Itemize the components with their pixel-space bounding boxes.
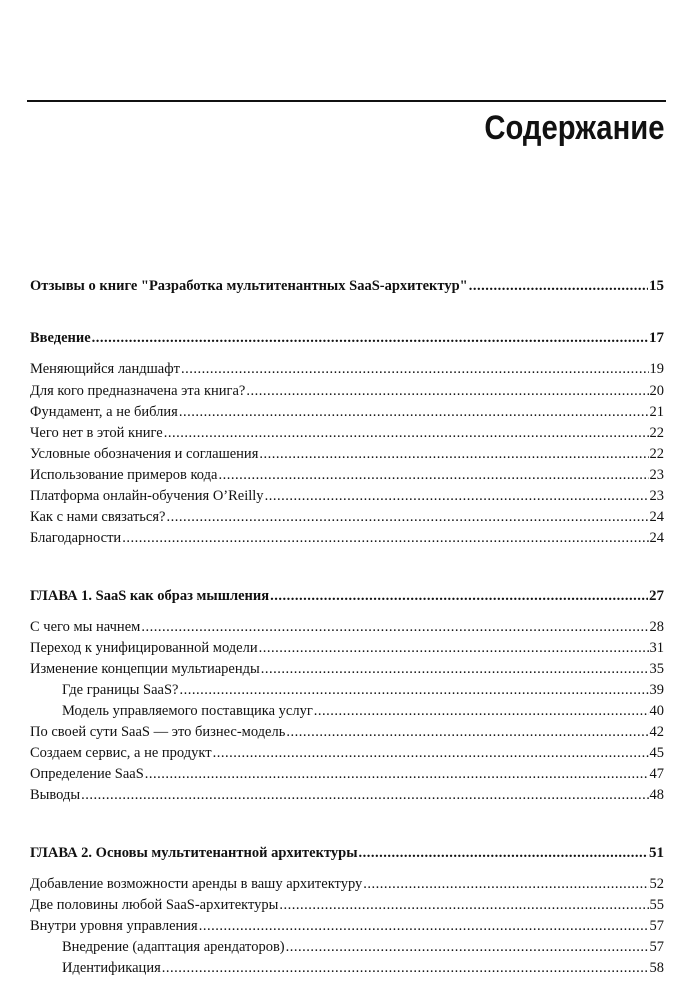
toc-entry[interactable]	[30, 423, 664, 443]
toc-entry-title: Внутри уровня управления	[30, 918, 198, 934]
leader-dots	[259, 444, 648, 464]
leader-dots	[179, 680, 648, 700]
toc-entry-title: Условные обозначения и соглашения	[30, 446, 259, 462]
toc-entry-page: 57	[649, 939, 664, 955]
toc-entry-page: 57	[649, 918, 664, 934]
toc-entry-page: 27	[649, 588, 664, 604]
toc-entry-page: 39	[649, 682, 664, 698]
toc-entry[interactable]	[30, 743, 664, 763]
toc-entry[interactable]	[30, 276, 664, 296]
toc-entry[interactable]	[30, 874, 664, 894]
toc-entry-page: 24	[649, 530, 664, 546]
leader-dots	[81, 785, 648, 805]
leader-dots	[286, 722, 648, 742]
toc-entry-subsection[interactable]	[62, 937, 664, 957]
leader-dots	[164, 423, 649, 443]
toc-entry-page: 35	[649, 661, 664, 677]
toc-entry-page: 31	[649, 640, 664, 656]
toc-entry-title: Переход к унифицированной модели	[30, 640, 258, 656]
toc-entry-page: 15	[649, 278, 664, 294]
toc-entry-title: Выводы	[30, 787, 81, 803]
toc-entry-page: 23	[649, 488, 664, 504]
toc-entry-page: 51	[649, 845, 664, 861]
toc-entry[interactable]	[30, 785, 664, 805]
leader-dots	[286, 937, 649, 957]
leader-dots	[363, 874, 648, 894]
toc-entry-title: ГЛАВА 1. SaaS как образ мышления	[30, 588, 270, 604]
toc-entry[interactable]	[30, 528, 664, 548]
toc-entry-subsection[interactable]	[62, 701, 664, 721]
toc-entry-title: По своей сути SaaS — это бизнес-модель	[30, 724, 286, 740]
leader-dots	[218, 465, 648, 485]
toc-entry-title: Чего нет в этой книге	[30, 425, 163, 441]
toc-entry-title: Для кого предназначена эта книга?	[30, 383, 246, 399]
toc-entry-title: Использование примеров кода	[30, 467, 218, 483]
toc-entry[interactable]	[30, 638, 664, 658]
toc-entry-page: 55	[649, 897, 664, 913]
toc-entry-title: Введение	[30, 330, 91, 346]
page-title: Содержание	[483, 109, 664, 147]
toc-entry[interactable]	[30, 617, 664, 637]
toc-entry[interactable]	[30, 328, 664, 348]
leader-dots	[162, 958, 649, 978]
leader-dots	[179, 402, 649, 422]
toc-entry-subsection[interactable]	[62, 958, 664, 978]
leader-dots	[246, 381, 648, 401]
toc-entry-title: Внедрение (адаптация арендаторов)	[62, 939, 285, 955]
leader-dots	[141, 617, 648, 637]
leader-dots	[469, 276, 648, 296]
toc-entry[interactable]	[30, 402, 664, 422]
toc-entry-title: Определение SaaS	[30, 766, 144, 782]
toc-entry[interactable]	[30, 444, 664, 464]
toc-entry-title: Модель управляемого поставщика услуг	[62, 703, 313, 719]
toc-entry-page: 47	[649, 766, 664, 782]
toc-entry-page: 48	[649, 787, 664, 803]
leader-dots	[213, 743, 649, 763]
leader-dots	[314, 701, 649, 721]
leader-dots	[261, 659, 649, 679]
leader-dots	[270, 586, 648, 606]
toc-entry[interactable]	[30, 486, 664, 506]
leader-dots	[259, 638, 649, 658]
toc-entry[interactable]	[30, 843, 664, 863]
leader-dots	[279, 895, 648, 915]
toc-entry-title: Изменение концепции мультиаренды	[30, 661, 260, 677]
toc-entry-page: 40	[649, 703, 664, 719]
toc-entry-page: 23	[649, 467, 664, 483]
toc-entry-title: Две половины любой SaaS-архитектуры	[30, 897, 279, 913]
toc-entry[interactable]	[30, 586, 664, 606]
leader-dots	[145, 764, 649, 784]
leader-dots	[359, 843, 648, 863]
toc-entry[interactable]	[30, 507, 664, 527]
toc-entry-title: Добавление возможности аренды в вашу архитектуру	[30, 876, 363, 892]
toc-entry-page: 21	[649, 404, 664, 420]
leader-dots	[265, 486, 649, 506]
toc-entry[interactable]	[30, 916, 664, 936]
toc-entry[interactable]	[30, 722, 664, 742]
toc-entry-title: Платформа онлайн-обучения O’Reilly	[30, 488, 264, 504]
leader-dots	[122, 528, 648, 548]
leader-dots	[181, 359, 649, 379]
toc-entry-page: 45	[649, 745, 664, 761]
toc-entry-page: 22	[649, 446, 664, 462]
toc-entry[interactable]	[30, 465, 664, 485]
toc-entry-title: Благодарности	[30, 530, 122, 546]
toc-entry-title: Как с нами связаться?	[30, 509, 166, 525]
toc-entry-title: Отзывы о книге "Разработка мультитенантных SaaS-архитектур"	[30, 278, 468, 294]
toc-entry-title: Создаем сервис, а не продукт	[30, 745, 212, 761]
toc-entry-page: 42	[649, 724, 664, 740]
leader-dots	[199, 916, 649, 936]
toc-entry-page: 52	[649, 876, 664, 892]
toc-entry-title: Идентификация	[62, 960, 161, 976]
toc-entry-page: 24	[649, 509, 664, 525]
toc-entry[interactable]	[30, 895, 664, 915]
toc-entry-page: 19	[649, 361, 664, 377]
toc-entry[interactable]	[30, 359, 664, 379]
leader-dots	[92, 328, 648, 348]
toc-entry-page: 20	[649, 383, 664, 399]
toc-entry[interactable]	[30, 381, 664, 401]
toc-entry-page: 28	[649, 619, 664, 635]
toc-entry[interactable]	[30, 659, 664, 679]
toc-entry-subsection[interactable]	[62, 680, 664, 700]
toc-entry[interactable]	[30, 764, 664, 784]
toc-entry-title: Меняющийся ландшафт	[30, 361, 180, 377]
toc-entry-page: 17	[649, 330, 664, 346]
leader-dots	[166, 507, 648, 527]
toc-entry-title: Где границы SaaS?	[62, 682, 179, 698]
toc-entry-page: 58	[649, 960, 664, 976]
toc-entry-title: С чего мы начнем	[30, 619, 141, 635]
toc-entry-title: ГЛАВА 2. Основы мультитенантной архитектуры	[30, 845, 358, 861]
toc-entry-title: Фундамент, а не библия	[30, 404, 178, 420]
toc-entry-page: 22	[649, 425, 664, 441]
